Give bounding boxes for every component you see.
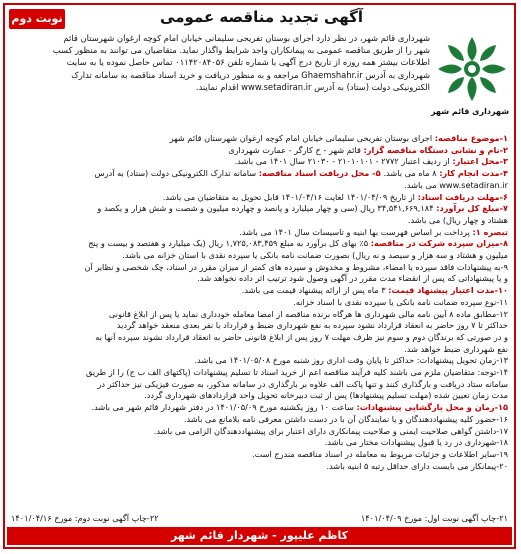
item-text: پرداخت بر اساس فهرست بها ابنیه و تاسیسات سال ۱۴۰۱ می باشد. (239, 226, 473, 237)
notice-title: آگهی تجدید مناقصه عمومی (160, 8, 363, 26)
intro-line: شهرداری به آدرس Ghaemshahr.ir مراجعه و به منظور دریافت و خرید اسناد مناقصه به سامانه تدارک (71, 69, 430, 80)
item-label: ۲-نام و نشانی دستگاه مناقصه گزار: (363, 144, 508, 155)
round-badge: نوبت دوم (9, 9, 65, 29)
intro-line: شهرداری قائم شهر، در نظر دارد اجرای بوستان تفریحی سلیمانی خیابان امام کوچه ارغوان شهرستان قائم (63, 33, 430, 43)
item-text: ۵٪ بهای کل برآورد به مبلغ ۱,۷۲۵,۰۸۳,۴۵۹ ریال (یک میلیارد و هفتصد و بیست و پنج (88, 238, 371, 249)
item-label: ۷-مبلغ کل برآورد: (436, 203, 508, 214)
municipality-logo (430, 33, 510, 116)
publish-dates (11, 511, 508, 525)
item-text: میلیون و هشتاد و سه هزار و سیصد و نه ریال) بصورت ضمانت نامه بانکی یا سپرده نقدی با استان خزانه می باشد. (122, 250, 508, 261)
notice-items (11, 133, 508, 472)
notice-item (11, 461, 508, 473)
notice-item (11, 145, 508, 157)
notice-item (11, 402, 508, 414)
intro-line: الکترونیکی دولت (ستاد) به آدرس www.setadiran.ir اقدام نمایند. (195, 81, 430, 92)
notice-item (11, 355, 508, 367)
item-text: ۳۴,۵۴۱,۶۶۹,۱۸۴ ریال (سی و چهار میلیارد و پانصد و چهارده میلیون و شصت و شش هزار و یکصد و (97, 203, 437, 214)
notice-item (11, 437, 508, 449)
item-text: هشتاد و چهار ریال) می باشد. (407, 214, 508, 225)
item-text: ۲۰-پیمانکار می بایست دارای حداقل رتبه ۵ ابنیه باشد. (326, 460, 508, 471)
notice-item (11, 449, 508, 461)
intro-paragraph (11, 32, 430, 93)
notice-item (11, 168, 508, 180)
item-text: اجرای بوستان تفریحی سلیمانی خیابان امام کوچه ارغوان شهرستان قائم شهر (169, 133, 435, 143)
item-text: قائم شهر - خ کارگر - عمارت شهرداری (228, 144, 364, 155)
notice-item (11, 192, 508, 204)
notice-item (11, 414, 508, 426)
intro-line: اطلاعات بیشتر همه روزه از تاریخ درج آگهی با شماره تلفن ۰۱۱۴۲۰۸۴۰۵۶ تماس حاصل نموده یا به سایت (66, 57, 430, 68)
first-publish-date: ۲۱-چاپ آگهی نوبت اول: مورخ ۱۴۰۱/۰۴/۰۹ (360, 513, 508, 523)
item-label: ۸-میزان سپرده شرکت در مناقصه: (370, 238, 508, 249)
item-label: ۱-موضوع مناقصه: (434, 133, 508, 143)
notice-item (11, 367, 508, 379)
item-text: ۱۴-توجه: متقاضیان ملزم می باشند کلیه فرآیند مناقصه اعم از خرید اسناد تا تسلیم پیشنهادات (پاکتهای الف ب ج) را از طریق (85, 367, 508, 378)
item-text: ۱۱-نوع سپرده ضمانت نامه بانکی یا سپرده نقدی با اسناد خزانه. (293, 296, 508, 307)
item-text: سامانه ستاد دریافت و بارگذاری کنند و تنها پاکت الف علاوه بر بارگذاری در سامانه مذکور، به صورت فیزیکی نیز حداکثر در (97, 378, 508, 389)
notice-frame (3, 3, 516, 549)
notice-item (11, 273, 508, 285)
notice-item (11, 320, 508, 332)
signature-footer: کاظم علیپور - شهردار قائم شهر (7, 527, 512, 545)
notice-item (11, 238, 508, 250)
notice-item (11, 250, 508, 262)
notice-item (11, 332, 508, 344)
notice-item (11, 309, 508, 321)
notice-item (11, 203, 508, 215)
item-text: ساعت ۱۰ روز یکشنبه مورخ ۱۴۰۱/۰۵/۰۹ در دفتر شهردار قائم شهر می باشد. (91, 402, 357, 413)
item-label: ۴-مدت انجام کار: (439, 168, 508, 179)
item-text: ۸ ماه می باشد. (383, 168, 440, 179)
item-text: ۱۶-حضور کلیه پیشنهاددهندگان و یا نمایندگان آن با در دست داشتن معرفی نامه بلامانع می باشد. (183, 413, 508, 424)
item-text: سامانه تدارک الکترونیکی دولت (ستاد) به آدرس (94, 168, 259, 179)
notice-item (11, 133, 508, 145)
item-text: ۱۸-شهرداری در رد یا قبول پیشنهادات مختار می باشد. (324, 437, 508, 448)
item-text: ۱۲-مطابق ماده ۸ آیین نامه مالی شهرداری ها هرگاه برنده مناقصه از امضا معامله خودداری نماید یا پس از ابلاغ قانونی (108, 308, 508, 319)
notice-item (11, 285, 508, 297)
item-text: نفع شهرداری ضبط خواهد شد. (404, 343, 508, 354)
item-text: ۹-به پیشنهادات فاقد سپرده یا امضاء، مشروط و مخدوش و سپرده های کمتر از میزان مقرر در اسناد، چک شخصی و نظایر آن (84, 261, 508, 272)
item-text: ۱۹-سایر اطلاعات و جزئیات مربوط به معامله در اسناد مناقصه مندرج است. (251, 448, 508, 459)
notice-item (11, 297, 508, 309)
notice-item (11, 426, 508, 438)
item-label: ۱۰-مدت اعتبار پیشنهاد قیمت: (388, 285, 508, 296)
item-label: تبصره ۱: (472, 226, 508, 237)
item-text: حداکثر تا ۷ روز حاضر به انعقاد قرارداد نشود سپرده به نفع شهرداری ضبط و قرارداد با نفر بعدی منعقد خواهد گردید (116, 320, 508, 331)
item-text: ۱۳-زمان تحویل پیشنهادات: حداکثر تا پایان وقت اداری روز شنبه مورخ ۱۴۰۱/۰۵/۰۸ می باشد. (194, 355, 508, 366)
municipality-logo-icon (434, 33, 510, 105)
item-label: ۳-محل اعتبار: (452, 156, 508, 167)
intro-line: شهر را از طریق مناقصه عمومی به پیمانکاران واجد شرایط واگذار نماید. متقاضیان می توانند به منظور کسب (52, 45, 430, 56)
item-label: ۵- محل دریافت اسناد مناقصه: (258, 168, 384, 179)
notice-item (11, 390, 508, 402)
item-text: www.setadiran.ir می باشد. (404, 179, 508, 190)
item-text: و در صورتی که برندگان دوم و سوم نیز ظرف مهلت ۷ روز پس از ابلاغ قانونی حاضر به انعقاد قرارداد نشوند سپرده آنها به (95, 331, 508, 342)
notice-item (11, 227, 508, 239)
second-publish-date: ۲۲-چاپ آگهی نوبت دوم: مورخ ۱۴۰۱/۰۴/۱۶ (11, 513, 159, 523)
logo-caption: شهرداری قائم شهر (430, 107, 510, 116)
item-text: ۳ ماه پس از ارائه پیشنهاد قیمت می باشد. (241, 285, 389, 296)
item-text: ۱۷-داشتن گواهی صلاحیت ایمنی و صلاحیت پیمانکاری دارای اعتبار برای پیشنهاددهندگان الزامی می باشد. (153, 425, 508, 436)
notice-item (11, 379, 508, 391)
notice-item (11, 344, 508, 356)
item-text: مدت زمان تعیین شده (مهلت تسلیم پیشنهادها) پس از ثبت دبیرخانه تحویل واحد قراردادهای شهرداری گردد. (144, 390, 508, 401)
item-text: از تاریخ ۱۴۰۱/۰۴/۰۹ لغایت ۱۴۰۱/۰۴/۱۶ قابل تحویل به متقاضیان می باشد. (162, 191, 418, 202)
item-label: ۶-مهلت دریافت اسناد: (417, 191, 508, 202)
item-label: ۱۵-زمان و محل بازگشایی پیشنهادات: (356, 402, 508, 413)
notice-item (11, 215, 508, 227)
notice-item (11, 156, 508, 168)
notice-item (11, 262, 508, 274)
item-text: از ردیف اعتبار ۲۷۷۲ - ۲۱۰۱۰۱۰۱ - ۲۱۰۳۰ سال ۱۴۰۱ می باشد. (234, 156, 453, 167)
notice-item (11, 180, 508, 192)
item-text: و یا پیشنهاداتی که پس از انقضاء مدت مقرر در آگهی وصول شود ترتیب اثر داده نخواهد شد. (197, 273, 508, 284)
